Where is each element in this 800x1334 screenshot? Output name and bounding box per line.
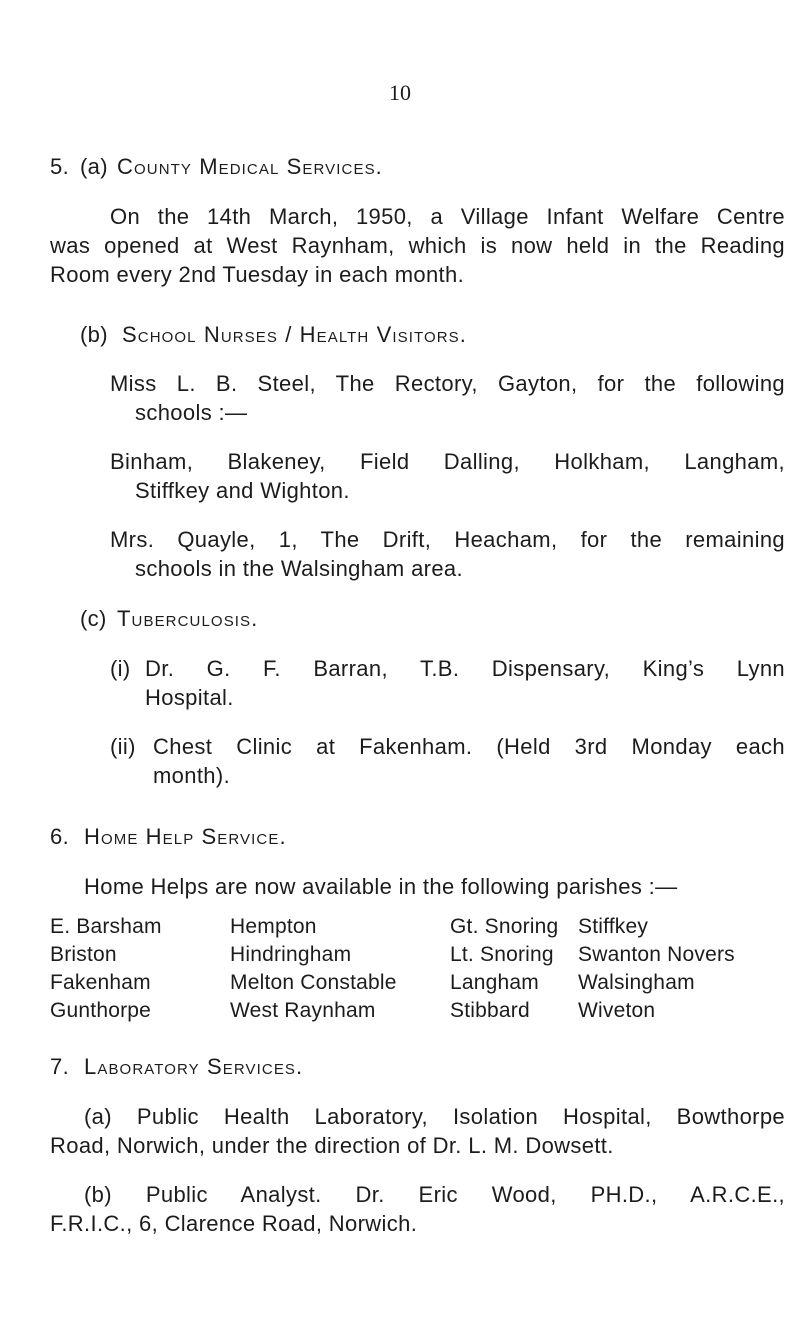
parish-name: Fakenham (50, 971, 151, 994)
section-5a-title: County Medical Services. (117, 154, 383, 179)
section-5c-title: Tuberculosis. (117, 606, 259, 631)
section-5b-para-1-line-2: schools :— (135, 400, 248, 425)
section-5c-ii-label: (ii) (110, 734, 136, 759)
section-5b-label: (b) (80, 322, 108, 347)
page-number: 10 (389, 80, 411, 105)
section-5a-label: (a) (80, 154, 108, 179)
parish-name: Walsingham (578, 971, 695, 994)
parish-name: West Raynham (230, 999, 376, 1022)
parish-column-4 (578, 913, 735, 1025)
section-5b-para-2-line-1: Binham, Blakeney, Field Dalling, Holkham, Langham, (110, 449, 785, 474)
section-5b-para-1-line-1: Miss L. B. Steel, The Rectory, Gayton, for the following (110, 371, 785, 396)
parish-column-1 (50, 913, 162, 1025)
parish-name: E. Barsham (50, 915, 162, 938)
parish-name: Langham (450, 971, 539, 994)
section-5a-line-2: was opened at West Raynham, which is now held in the Reading (50, 233, 785, 258)
section-5b-para-3-line-2: schools in the Walsingham area. (135, 556, 463, 581)
section-7a-line-1: (a) Public Health Laboratory, Isolation Hospital, Bowthorpe (84, 1104, 785, 1129)
parish-name: Melton Constable (230, 971, 397, 994)
section-7b-line-2: F.R.I.C., 6, Clarence Road, Norwich. (50, 1211, 418, 1236)
parish-name: Briston (50, 943, 117, 966)
parish-name: Gt. Snoring (450, 915, 559, 938)
section-5c-label: (c) (80, 606, 107, 631)
section-5-number: 5. (50, 154, 70, 179)
parish-name: Stibbard (450, 999, 530, 1022)
parish-name: Hindringham (230, 943, 352, 966)
section-5b-para-3-line-1: Mrs. Quayle, 1, The Drift, Heacham, for the remaining (110, 527, 785, 552)
section-6-number: 6. (50, 824, 70, 849)
parish-name: Hempton (230, 915, 317, 938)
parish-name: Stiffkey (578, 915, 649, 938)
parish-name: Swanton Novers (578, 943, 735, 966)
section-5c-i-line-2: Hospital. (145, 685, 234, 710)
parish-column-2 (230, 913, 397, 1025)
section-5c-i-line-1: Dr. G. F. Barran, T.B. Dispensary, King’s Lynn (145, 656, 785, 681)
section-6-title: Home Help Service. (84, 824, 287, 849)
parish-column-3 (450, 913, 558, 1025)
section-5b-title: School Nurses / Health Visitors. (122, 322, 467, 347)
section-5a-line-3: Room every 2nd Tuesday in each month. (50, 262, 465, 287)
section-5a-line-1: On the 14th March, 1950, a Village Infant Welfare Centre (110, 204, 785, 229)
section-5b-para-2-line-2: Stiffkey and Wighton. (135, 478, 350, 503)
section-7b-line-1: (b) Public Analyst. Dr. Eric Wood, PH.D., A.R.C.E., (84, 1182, 785, 1207)
parish-name: Wiveton (578, 999, 656, 1022)
section-5c-i-label: (i) (110, 656, 131, 681)
section-7-number: 7. (50, 1054, 70, 1079)
parish-name: Lt. Snoring (450, 943, 554, 966)
section-7a-line-2: Road, Norwich, under the direction of Dr. L. M. Dowsett. (50, 1133, 614, 1158)
section-5c-ii-line-2: month). (153, 763, 231, 788)
section-6-intro: Home Helps are now available in the following parishes :— (84, 874, 678, 899)
section-7-title: Laboratory Services. (84, 1054, 304, 1079)
parish-name: Gunthorpe (50, 999, 152, 1022)
section-5c-ii-line-1: Chest Clinic at Fakenham. (Held 3rd Monday each (153, 734, 785, 759)
